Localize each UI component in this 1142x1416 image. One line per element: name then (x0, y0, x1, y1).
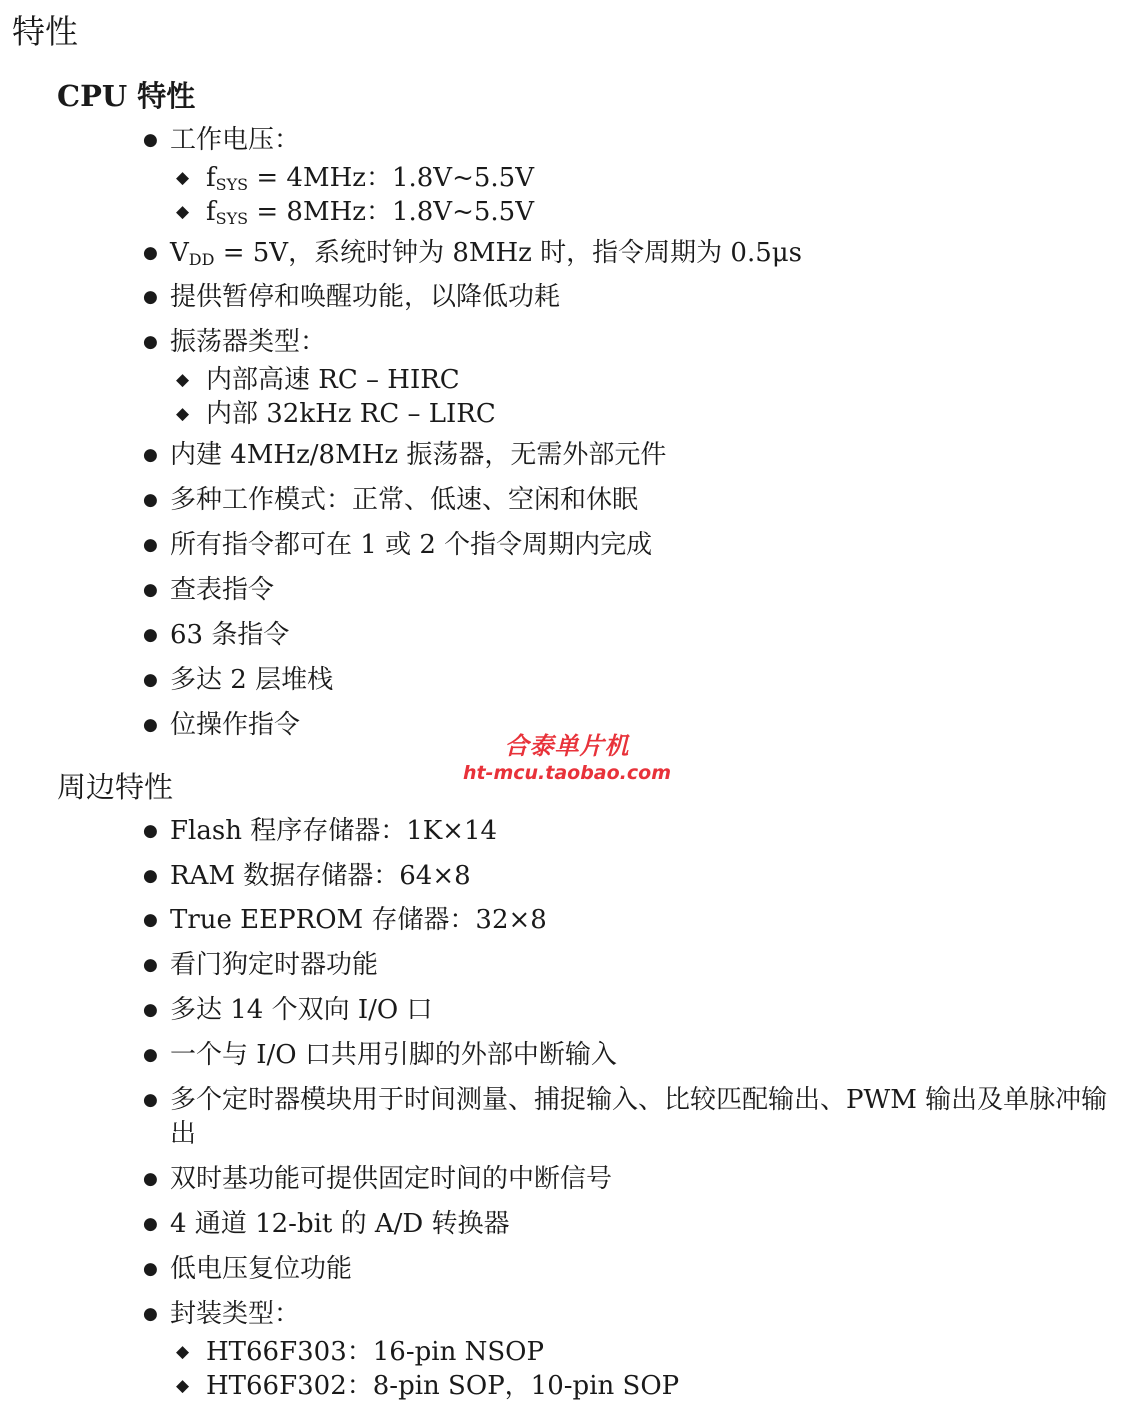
sub-item-package-ht66f302: ◆ HT66F302：8-pin SOP，10-pin SOP (206, 1369, 1126, 1403)
fsys-4mhz-text: = 4MHz：1.8V~5.5V (248, 163, 534, 193)
list-item-bit-operations: ● 位操作指令 (170, 708, 1130, 742)
list-item-halt-wakeup: ● 提供暂停和唤醒功能，以降低功耗 (170, 280, 1130, 314)
watermark (456, 731, 678, 785)
fsys-subscript: SYS (215, 175, 249, 194)
list-item-io-ports: ● 多达 14 个双向 I/O 口 (170, 993, 1130, 1027)
sub-item-hirc: ◆ 内部高速 RC – HIRC (206, 363, 1126, 397)
list-item-instruction-cycles: ● 所有指令都可在 1 或 2 个指令周期内完成 (170, 528, 1130, 562)
vdd-subscript: DD (188, 250, 215, 269)
vdd-text: = 5V，系统时钟为 8MHz 时，指令周期为 0.5μs (214, 238, 802, 268)
list-item-eeprom-memory: ● True EEPROM 存储器：32×8 (170, 903, 1130, 937)
list-item-timer-modules: ● 多个定时器模块用于时间测量、捕捉输入、比较匹配输出、PWM 输出及单脉冲输出 (170, 1083, 1130, 1151)
list-item-watchdog-timer: ● 看门狗定时器功能 (170, 948, 1130, 982)
cpu-features-heading: CPU 特性 (57, 79, 196, 113)
fsys-8mhz-text: = 8MHz：1.8V~5.5V (248, 197, 534, 227)
list-item-time-base: ● 双时基功能可提供固定时间的中断信号 (170, 1162, 1130, 1196)
list-item-operating-modes: ● 多种工作模式：正常、低速、空闲和休眠 (170, 483, 1130, 517)
peripheral-features-heading: 周边特性 (57, 770, 174, 804)
list-item-table-read: ● 查表指令 (170, 573, 1130, 607)
list-item-builtin-oscillator: ● 内建 4MHz/8MHz 振荡器，无需外部元件 (170, 438, 1130, 472)
watermark-url: ht-mcu.taobao.com (462, 762, 672, 784)
sub-item-fsys-8mhz (206, 195, 1126, 236)
list-item-oscillator-types: ● 振荡器类型： (170, 325, 1130, 359)
page-title: 特性 (12, 12, 78, 51)
list-item-external-interrupt: ● 一个与 I/O 口共用引脚的外部中断输入 (170, 1038, 1130, 1072)
list-item-flash-memory: ● Flash 程序存储器：1K×14 (170, 814, 1130, 848)
sub-item-lirc: ◆ 内部 32kHz RC – LIRC (206, 397, 1126, 431)
list-item-instruction-cycle (170, 236, 1130, 277)
fsys-subscript: SYS (215, 209, 249, 228)
list-item-low-voltage-reset: ● 低电压复位功能 (170, 1252, 1130, 1286)
list-item-instruction-count: ● 63 条指令 (170, 618, 1130, 652)
list-item-ram-memory: ● RAM 数据存储器：64×8 (170, 859, 1130, 893)
list-item-stack: ● 多达 2 层堆栈 (170, 663, 1130, 697)
fsys-prefix: f (206, 163, 216, 193)
list-item-operating-voltage: ● 工作电压： (170, 123, 1130, 157)
list-item-package-types: ● 封装类型： (170, 1297, 1130, 1331)
fsys-prefix: f (206, 197, 216, 227)
sub-item-package-ht66f303: ◆ HT66F303：16-pin NSOP (206, 1335, 1126, 1369)
list-item-adc: ● 4 通道 12-bit 的 A/D 转换器 (170, 1207, 1130, 1241)
vdd-prefix: V (170, 238, 189, 268)
watermark-name: 合泰单片机 (504, 732, 630, 760)
